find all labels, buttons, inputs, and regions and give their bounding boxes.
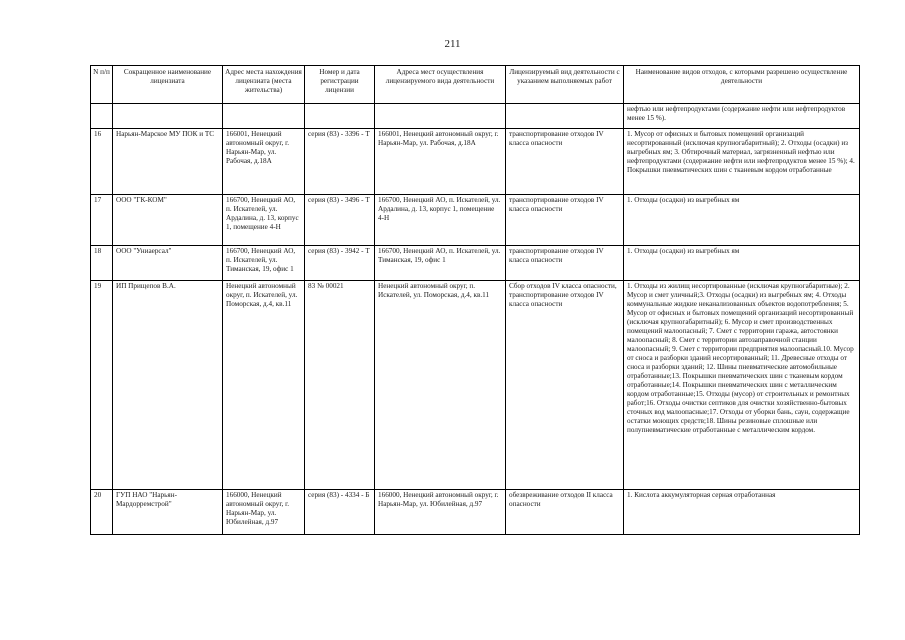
row-num: 17 xyxy=(91,195,113,246)
table-row xyxy=(91,195,860,246)
header-address: Адрес места нахождения лицензиата (места жительства) xyxy=(223,66,305,104)
row-name: ИП Прищепов В.А. xyxy=(113,281,223,490)
row-license: серия (83) - 3496 - Т xyxy=(305,195,375,246)
row-license: серия (83) - 3396 - Т xyxy=(305,129,375,195)
header-license: Номер и дата регистрации лицензии xyxy=(305,66,375,104)
row-sites: 166001, Ненецкий автономный округ, г. Нарьян-Мар, ул. Рабочая, д.18А xyxy=(375,129,506,195)
row-name: ООО "ГК-КОМ" xyxy=(113,195,223,246)
header-sites: Адреса мест осуществления лицензируемого вида деятельности xyxy=(375,66,506,104)
row-license: серия (83) - 4334 - Б xyxy=(305,490,375,535)
row-activity: транспортирование отходов IV класса опасности xyxy=(506,195,624,246)
row-name: ООО "Униаерсал" xyxy=(113,246,223,281)
row-waste: 1. Отходы (осадки) из выгребных ям xyxy=(624,246,860,281)
header-waste: Наименование видов отходов, с которыми разрешено осуществление деятельности xyxy=(624,66,860,104)
row-num: 19 xyxy=(91,281,113,490)
row-address: 166000, Ненецкий автономный округ, г. Нарьян-Мар, ул. Юбилейная, д.97 xyxy=(223,490,305,535)
row-activity: транспортирование отходов IV класса опасности xyxy=(506,129,624,195)
row-name: Нарьян-Марское МУ ПОК и ТС xyxy=(113,129,223,195)
row-sites: 166700, Ненецкий АО, п. Искателей, ул. Тиманская, 19, офис 1 xyxy=(375,246,506,281)
header-name: Сокращенное наименование лицензиата xyxy=(113,66,223,104)
page-number: 211 xyxy=(444,38,461,50)
row-num: 18 xyxy=(91,246,113,281)
row-address: Ненецкий автономный округ, п. Искателей, ул. Поморская, д.4, кв.11 xyxy=(223,281,305,490)
row-activity: обезвреживание отходов II класса опасности xyxy=(506,490,624,535)
row-sites: 166000, Ненецкий автономный округ, г. Нарьян-Мар, ул. Юбилейная, д.97 xyxy=(375,490,506,535)
row-num: 20 xyxy=(91,490,113,535)
row-name: ГУП НАО "Нарьян-Мардорремстрой" xyxy=(113,490,223,535)
table-row xyxy=(91,246,860,281)
table-row xyxy=(91,281,860,490)
continuation-waste: нефтью или нефтепродуктами (содержание нефти или нефтепродуктов менее 15 %). xyxy=(624,104,860,129)
row-waste: 1. Кислота аккумуляторная серная отработанная xyxy=(624,490,860,535)
row-license: 83 № 00021 xyxy=(305,281,375,490)
row-address: 166700, Ненецкий АО, п. Искателей, ул. Ардалина, д. 13, корпус 1, помещение 4-Н xyxy=(223,195,305,246)
table-row xyxy=(91,129,860,195)
row-waste: 1. Отходы (осадки) из выгребных ям xyxy=(624,195,860,246)
row-sites: 166700, Ненецкий АО, п. Искателей, ул. Ардалина, д. 13, корпус 1, помещение 4-Н xyxy=(375,195,506,246)
row-license: серия (83) - 3942 - Т xyxy=(305,246,375,281)
license-registry-table xyxy=(90,65,860,535)
row-address: 166700, Ненецкий АО, п. Искателей, ул. Тиманская, 19, офис 1 xyxy=(223,246,305,281)
table-row xyxy=(91,490,860,535)
row-activity: Сбор отходов IV класса опасности, транспортирование отходов IV класса опасности xyxy=(506,281,624,490)
row-waste: 1. Отходы из жилищ несортированные (исключая крупногабаритные); 2. Мусор и смет уличный;3. Отходы (осадки) из выгребных ям; 4. Отходы коммунальные жидкие неканализованных объектов водопотребления; 5. Мусор от офисных и бытовых помещений организаций несортированный (исключая крупногабаритный); 6. Мусор и смет производственных помещений малоопасный; 7. Смет с территории гаража, автостоянки малоопасный; 8. Смет с территории автозаправочной станции малоопасный; 9. Смет с территории предприятия малоопасный.10. Мусор от сноса и разборки зданий несортированный; 11. Древесные отходы от сноса и разборки зданий; 12. Шины пневматические автомобильные отработанные;13. Покрышки пневматических шин с тканевым кордом отработанные;14. Покрышки пневматических шин с металлическим кордом отработанные;15. Отходы (мусор) от строительных и ремонтных работ;16. Отходы очистки септиков для очистки хозяйственно-бытовых сточных вод малоопасные;17. Отходы от уборки бань, саун, содержащие остатки моющих средств;18. Шины резиновые сплошные или полупневматические отработанные с металлическим кордом. xyxy=(624,281,860,490)
row-waste: 1. Мусор от офисных и бытовых помещений организаций несортированный (исключая крупногабаритный); 2. Отходы (осадки) из выгребных ям; 3. Обтирочный материал, загрязненный нефтью или нефтепродуктами (содержание нефти или нефтепродуктов менее 15 %); 4. Покрышки пневматических шин с тканевым кордом отработанные xyxy=(624,129,860,195)
row-address: 166001, Ненецкий автономный округ, г. Нарьян-Мар, ул. Рабочая, д.18А xyxy=(223,129,305,195)
header-activity: Лицензируемый вид деятельности с указанием выполняемых работ xyxy=(506,66,624,104)
row-sites: Ненецкий автономный округ, п. Искателей, ул. Поморская, д.4, кв.11 xyxy=(375,281,506,490)
table-row-continuation xyxy=(91,104,860,129)
header-num: N п/п xyxy=(91,66,113,104)
row-num: 16 xyxy=(91,129,113,195)
row-activity: транспортирование отходов IV класса опасности xyxy=(506,246,624,281)
table-header-row xyxy=(91,66,860,104)
